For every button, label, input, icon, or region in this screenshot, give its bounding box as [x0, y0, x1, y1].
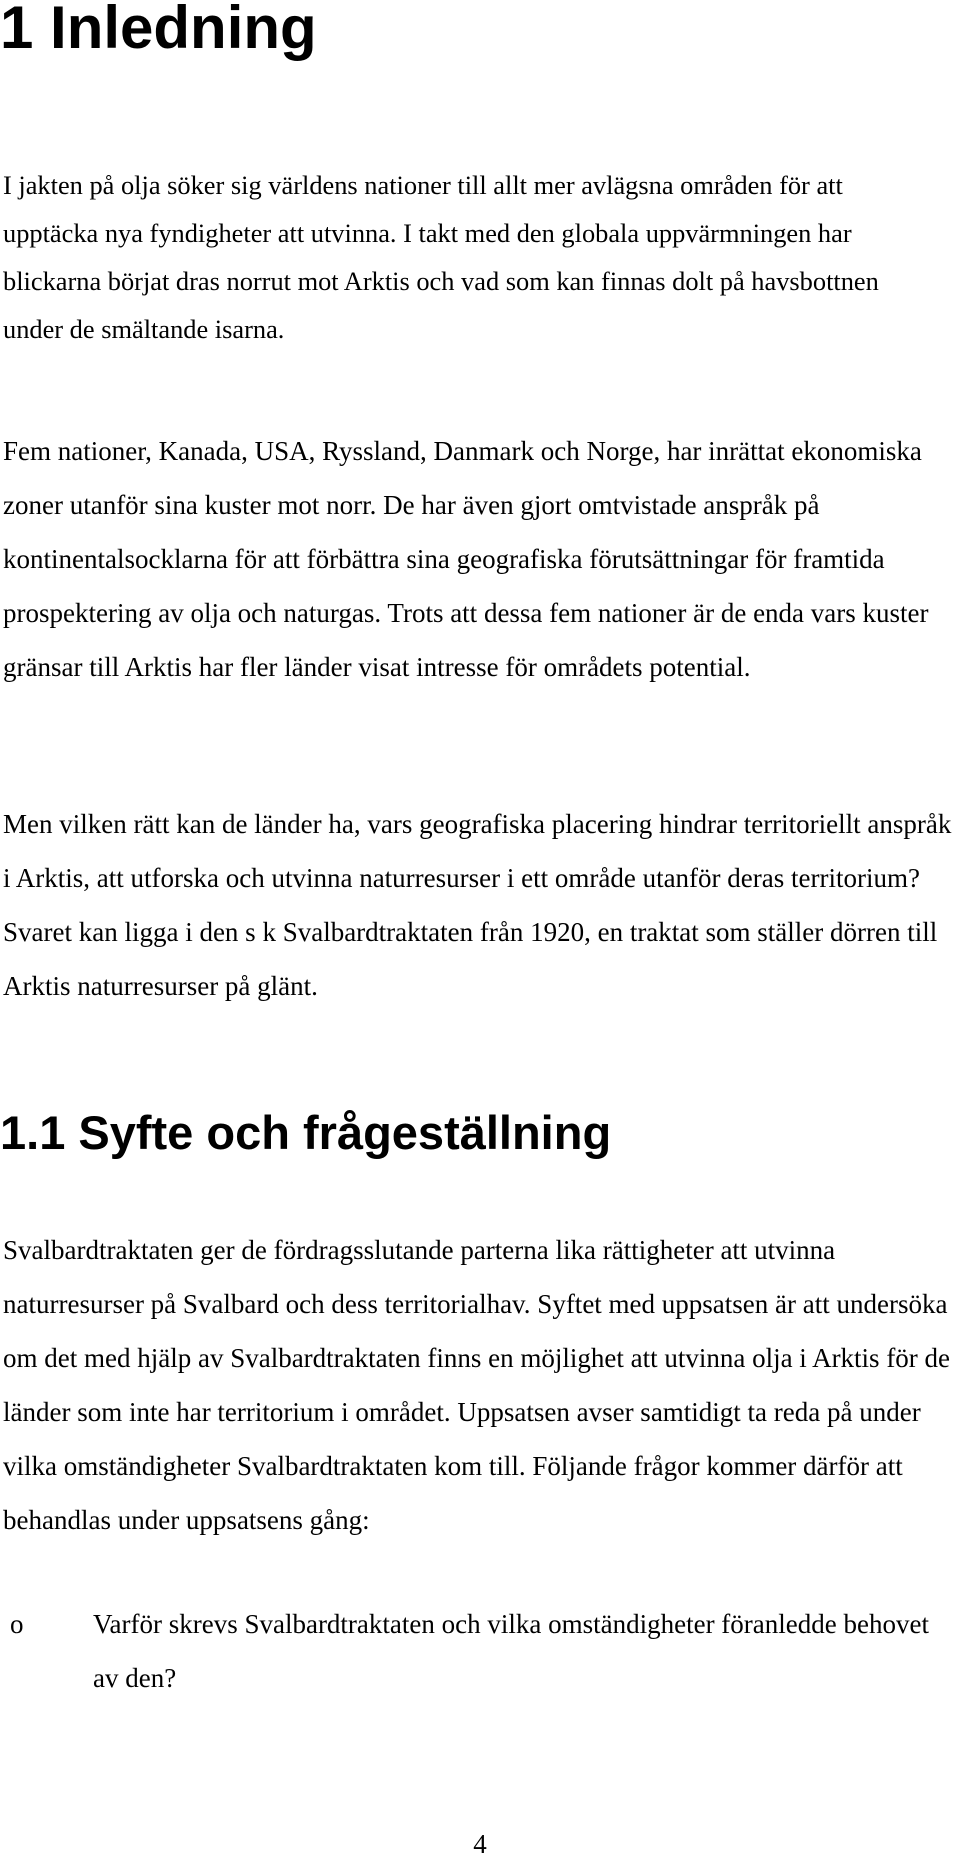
chapter-heading: 1 Inledning — [0, 0, 317, 61]
bullet-marker: o — [10, 1609, 24, 1639]
paragraph-intro: I jakten på olja söker sig världens nationer till allt mer avlägsna områden för att upptäcka nya fyndigheter att utvinna. I takt med den globala uppvärmningen har blickarna börjat dras norrut mot Arktis och vad som kan finnas dolt på havsbottnen under de smältande isarna. — [3, 170, 879, 344]
list-item-text: Varför skrevs Svalbardtraktaten och vilka omständigheter föranledde behovet av den? — [93, 1609, 929, 1693]
paragraph-question: Men vilken rätt kan de länder ha, vars geografiska placering hindrar territoriellt anspråk i Arktis, att utforska och utvinna naturresurser i ett område utanför deras territorium? Svaret kan ligga i den s k Svalbardtraktaten från 1920, en traktat som ställer dörren till Arktis naturresurser på glänt. — [3, 809, 952, 1001]
paragraph-nations: Fem nationer, Kanada, USA, Ryssland, Danmark och Norge, har inrättat ekonomiska zoner utanför sina kuster mot norr. De har även gjort omtvistade anspråk på kontinentalsocklarna för att förbättra sina geografiska förutsättningar för framtida prospektering av olja och naturgas. Trots att dessa fem nationer är de enda vars kuster gränsar till Arktis har fler länder visat intresse för områdets potential. — [3, 436, 929, 682]
section-heading: 1.1 Syfte och frågeställning — [0, 1106, 612, 1159]
page-number: 4 — [473, 1829, 487, 1859]
paragraph-purpose: Svalbardtraktaten ger de fördragsslutande parterna lika rättigheter att utvinna naturresurser på Svalbard och dess territorialhav. Syftet med uppsatsen är att undersöka om det med hjälp av Svalbardtraktaten finns en möjlighet att utvinna olja i Arktis för de länder som inte har territorium i området. Uppsatsen avser samtidigt ta reda på under vilka omständigheter Svalbardtraktaten kom till. Följande frågor kommer därför att behandlas under uppsatsens gång: — [3, 1235, 951, 1535]
